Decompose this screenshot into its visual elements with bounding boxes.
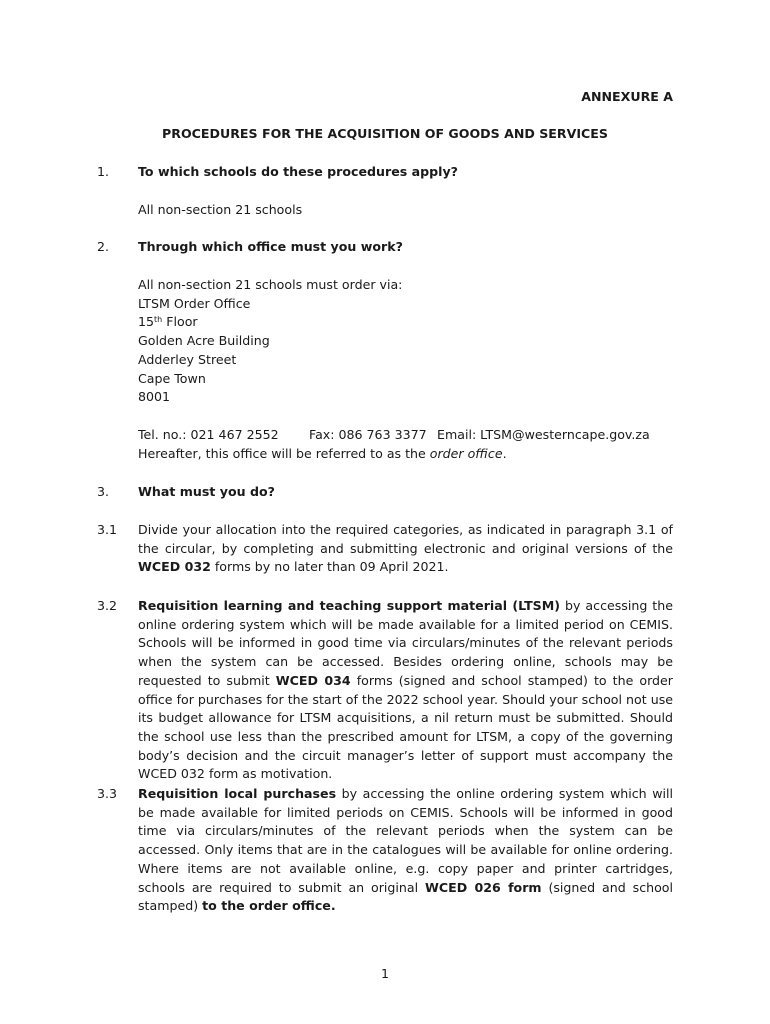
city-name: Cape Town — [138, 370, 206, 386]
paragraph-3-1-number: 3.1 — [97, 522, 118, 537]
floor-number: 15 — [138, 314, 155, 330]
floor-word: Floor — [166, 314, 198, 330]
paragraph-3-1: Divide your allocation into the required categories, as indicated in paragraph 3.1 of the circular, by completing and submitting electronic and original versions of the WCED 032 forms by no later than 09 April 2021. — [138, 522, 673, 575]
building-name: Golden Acre Building — [138, 333, 270, 349]
hereafter-note: Hereafter, this office will be referred to as the order office. — [138, 446, 507, 461]
annexure-label: ANNEXURE A — [581, 89, 673, 104]
paragraph-3-3-number: 3.3 — [97, 786, 118, 801]
fax: Fax: 086 763 3377 — [309, 427, 427, 442]
section-3-number: 3. — [97, 484, 110, 499]
page-number: 1 — [380, 966, 389, 981]
paragraph-3-2: Requisition learning and teaching support material (LTSM) by accessing the online ordering system which will be made available for a limited period on CEMIS. Schools will be informed in good time via circulars/minutes of the relevant periods when the system can be accessed. Besides ordering online, schools may be requested to submit WCED 034 forms (signed and school stamped) to the order office for purchases for the start of the 2022 school year. Should your school not use its budget allowance for LTSM acquisitions, a nil return must be submitted. Should the school use less than the prescribed amount for LTSM, a copy of the governing body’s decision and the circuit manager’s letter of support must accompany the WCED 032 form as motivation. — [138, 598, 673, 782]
section-1-heading: To which schools do these procedures apply? — [138, 164, 458, 179]
section-1-number: 1. — [97, 164, 110, 179]
address-intro: All non-section 21 schools must order via: — [138, 277, 403, 292]
section-2-number: 2. — [97, 239, 110, 254]
floor-line — [138, 313, 673, 332]
paragraph-3-3: Requisition local purchases by accessing the online ordering system which will be made available for limited periods on CEMIS. Schools will be informed in good time via circulars/minutes of the relevant periods when the system can be accessed. Only items that are in the catalogues will be available for online ordering. Where items are not available online, e.g. copy paper and printer cartridges, schools are required to submit an original WCED 026 form (signed and school stamped) to the order office. — [138, 786, 674, 914]
paragraph-3-2-number: 3.2 — [97, 598, 118, 613]
order-office-term: order office — [429, 446, 503, 461]
street-name: Adderley Street — [138, 351, 237, 367]
telephone: Tel. no.: 021 467 2552 — [138, 427, 279, 442]
email: Email: LTSM@westerncape.gov.za — [437, 427, 650, 442]
section-1-answer: All non-section 21 schools — [138, 202, 303, 217]
floor-ordinal: th — [154, 315, 163, 325]
address-block — [138, 276, 673, 407]
postal-code: 8001 — [138, 389, 171, 405]
section-2-heading: Through which office must you work? — [138, 239, 403, 254]
office-name: LTSM Order Office — [138, 295, 251, 311]
document-title: PROCEDURES FOR THE ACQUISITION OF GOODS AND SERVICES — [162, 126, 608, 141]
section-3-heading: What must you do? — [138, 484, 275, 499]
contact-line — [138, 426, 673, 445]
